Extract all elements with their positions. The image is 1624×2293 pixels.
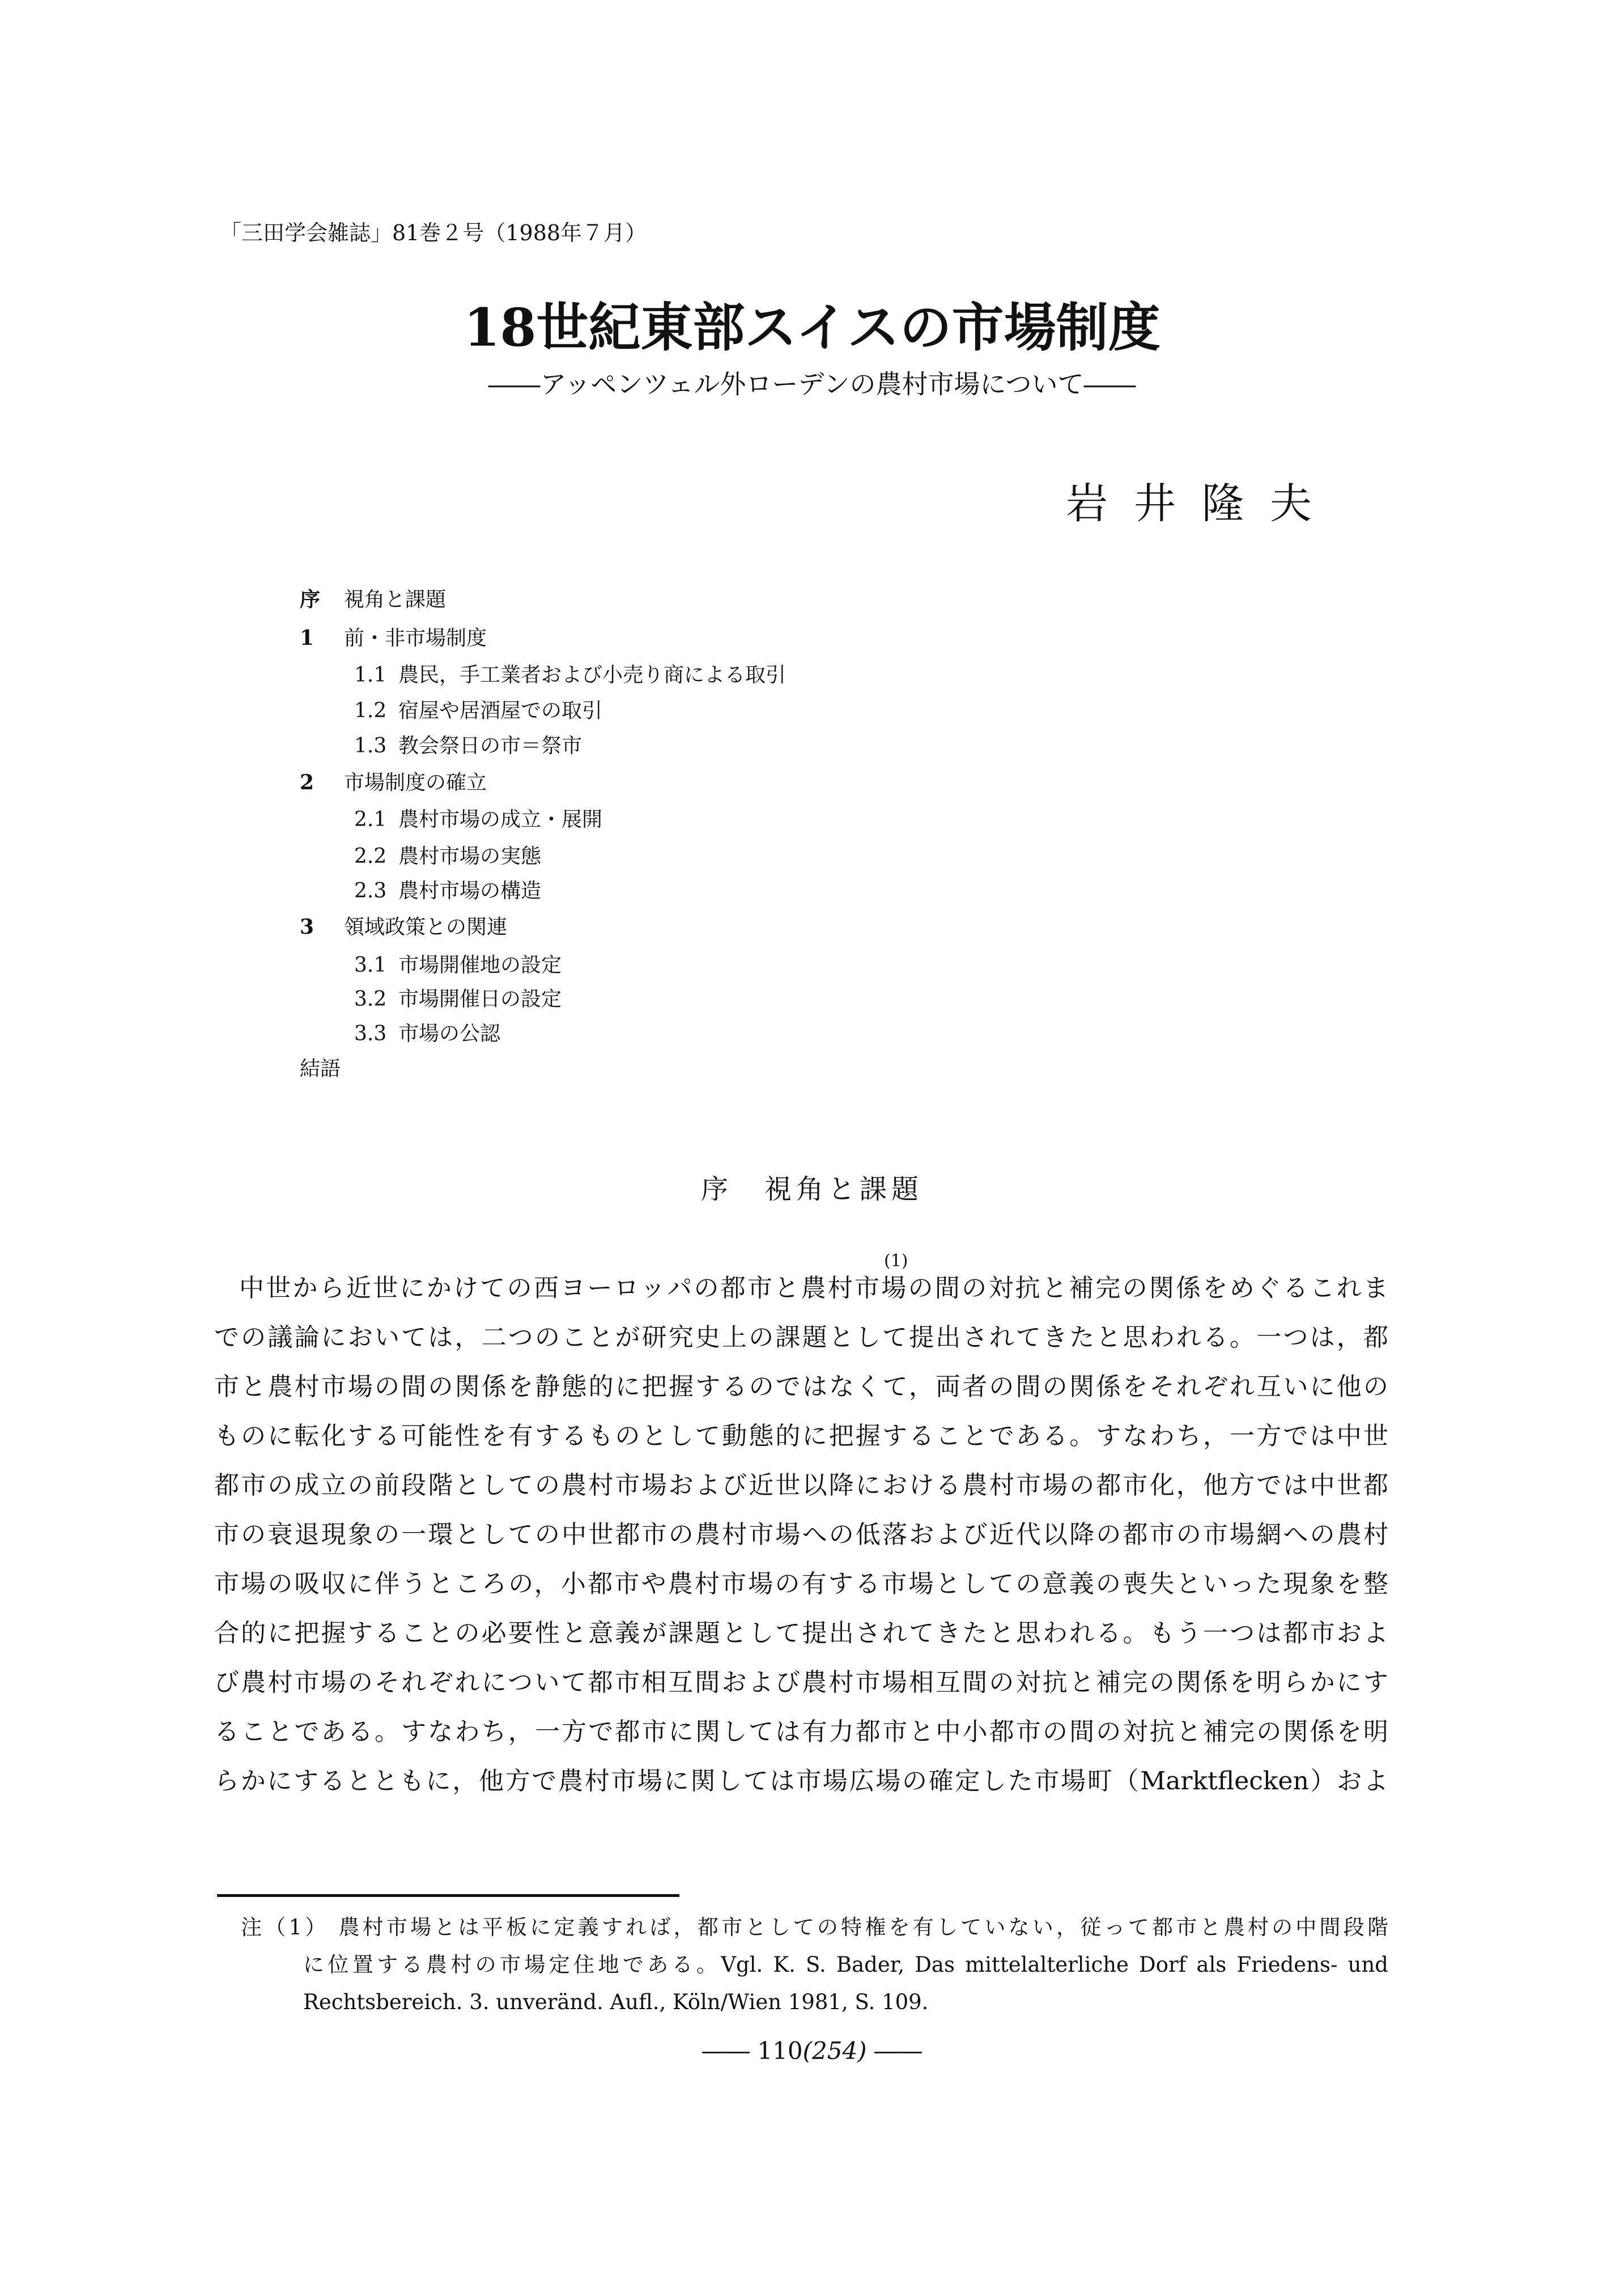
body-line: 都市の成立の前段階としての農村市場および近世以降における農村市場の都市化，他方では中世都 xyxy=(214,1471,1388,1500)
journal-header: 「三田学会雑誌」81巻２号（1988年７月） xyxy=(220,220,647,245)
body-line: ることである。すなわち，一方で都市に関しては有力都市と中小都市の間の対抗と補完の関係を明 xyxy=(214,1717,1388,1746)
toc-item-number: 1.3 xyxy=(354,734,387,758)
page-number xyxy=(0,2037,1624,2065)
toc-item xyxy=(354,659,786,688)
body-text xyxy=(214,1271,1388,1814)
body-line: での議論においては，二つのことが研究史上の課題として提出されてきたと思われる。一つは，都 xyxy=(214,1323,1388,1352)
author-name: 岩井隆夫 xyxy=(1066,479,1338,528)
toc-item-number: 3.1 xyxy=(354,954,387,977)
body-line: らかにするとともに，他方で農村市場に関しては市場広場の確定した市場町（Marktflecken）およ xyxy=(214,1767,1388,1796)
volume-page-number: (254) xyxy=(802,2037,867,2065)
footnote-line: に位置する農村の市場定住地である。Vgl. K. S. Bader, Das mittelalterliche Dorf als Friedens- und xyxy=(303,1952,1388,1977)
section-heading: 序 視角と課題 xyxy=(700,1173,923,1205)
body-line: 合的に把握することの必要性と意義が課題として提出されてきたと思われる。もう一つは都市およ xyxy=(214,1619,1388,1648)
toc-item-number: 2.3 xyxy=(354,879,387,903)
toc-item xyxy=(300,584,446,612)
article-title: 18世紀東部スイスの市場制度 xyxy=(464,297,1160,358)
footnote-line: Rechtsbereich. 3. unveränd. Aufl., Köln/Wien 1981, S. 109. xyxy=(303,1990,929,2014)
footnote-divider xyxy=(217,1894,679,1897)
body-line: 市と農村市場の間の関係を静態的に把握するのではなくて，両者の間の関係をそれぞれ互いに他の xyxy=(214,1372,1388,1401)
toc-item xyxy=(300,622,487,651)
article-subtitle: ――アッペンツェル外ローデンの農村市場について―― xyxy=(488,369,1136,399)
toc-item xyxy=(300,1053,341,1082)
toc-item-label: 市場制度の確立 xyxy=(344,771,487,794)
toc-item-number: 2.2 xyxy=(354,845,387,868)
toc-item-label: 前・非市場制度 xyxy=(344,627,487,650)
toc-item xyxy=(354,803,602,832)
body-line: 市場の吸収に伴うところの，小都市や農村市場の有する市場としての意義の喪失といった現象を整 xyxy=(214,1569,1388,1598)
toc-item-label: 農村市場の実態 xyxy=(398,845,542,868)
footnote-reference: (1) xyxy=(884,1251,908,1271)
toc-item-label: 視角と課題 xyxy=(344,588,447,611)
toc-item xyxy=(354,983,562,1012)
toc-item-label: 市場開催地の設定 xyxy=(398,954,562,977)
page-number-value: 110 xyxy=(757,2037,803,2065)
toc-item xyxy=(354,875,541,904)
toc-item-label: 農村市場の成立・展開 xyxy=(398,808,603,831)
body-line: ものに転化する可能性を有するものとして動態的に把握することである。すなわち，一方では中世 xyxy=(214,1422,1388,1450)
footnote xyxy=(241,1914,1388,2026)
toc-item-number: 序 xyxy=(300,588,321,611)
body-line: 中世から近世にかけての西ヨーロッパの都市と農村市場の間の対抗と補完の関係をめぐるこれま xyxy=(239,1274,1388,1303)
toc-item-number: 3.3 xyxy=(354,1022,387,1045)
toc-item-label: 宿屋や居酒屋での取引 xyxy=(398,699,603,722)
toc-item xyxy=(300,767,487,795)
toc-item-label: 農村市場の構造 xyxy=(398,879,542,903)
toc-item-number: 3 xyxy=(300,915,314,939)
toc-item xyxy=(354,730,582,759)
toc-item-number: 1.2 xyxy=(354,699,387,722)
toc-item xyxy=(354,949,562,978)
page-dash-right: ―― xyxy=(874,2037,922,2065)
toc-item-number: 1 xyxy=(300,626,314,650)
toc-item-label: 市場の公認 xyxy=(398,1022,501,1045)
body-line: び農村市場のそれぞれについて都市相互間および農村市場相互間の対抗と補完の関係を明らかにす xyxy=(214,1668,1388,1697)
toc-item-number: 2 xyxy=(300,771,314,794)
footnote-line: 農村市場とは平板に定義すれば，都市としての特権を有していない，従って都市と農村の中間段階 xyxy=(338,1915,1388,1939)
footnote-label: 注（1） xyxy=(241,1915,329,1939)
toc-item-label: 領域政策との関連 xyxy=(344,916,508,939)
toc-item xyxy=(354,1018,500,1046)
toc-item-number: 2.1 xyxy=(354,808,387,831)
page-dash-left: ―― xyxy=(702,2037,750,2065)
toc-item xyxy=(300,911,507,940)
toc-item-label: 農民，手工業者および小売り商による取引 xyxy=(398,663,787,687)
toc-item-number: 1.1 xyxy=(354,663,387,687)
toc-item-number: 3.2 xyxy=(354,988,387,1011)
toc-item xyxy=(354,695,602,724)
toc-item xyxy=(354,840,541,869)
toc-item-label: 市場開催日の設定 xyxy=(398,988,562,1011)
body-line: 市の衰退現象の一環としての中世都市の農村市場への低落および近代以降の都市の市場網への農村 xyxy=(214,1520,1388,1549)
toc-item-label: 教会祭日の市＝祭市 xyxy=(398,734,583,758)
toc-item-label: 結語 xyxy=(300,1057,341,1080)
